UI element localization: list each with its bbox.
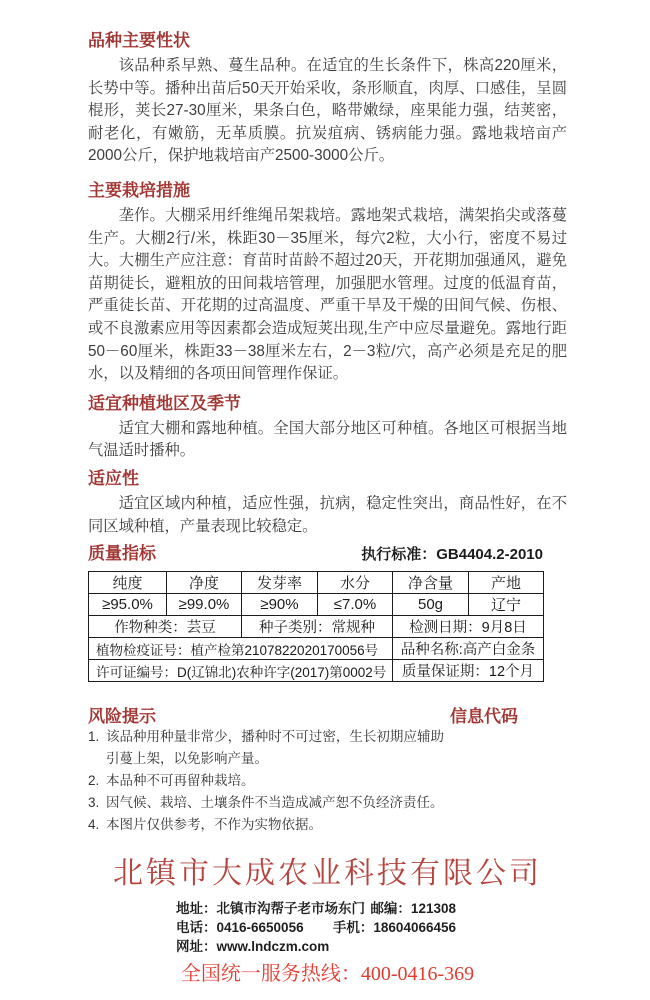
section-planting-region: [88, 393, 567, 463]
section-risk-notice: [88, 707, 567, 836]
planting-region-heading: 适宜种植地区及季节: [88, 393, 241, 413]
value-moisture: ≤7.0%: [318, 594, 393, 616]
website-line: [176, 937, 456, 956]
company-postcode: 邮编：121308: [370, 901, 456, 917]
header-origin: 产地: [469, 572, 544, 594]
risk-item-text: 该品种用种量非常少，播种时不可过密，生长初期应辅助引蔓上架，以免影响产量。: [106, 729, 444, 767]
quarantine-cert-cell: 植物检疫证号：植产检第2107822020170056号: [89, 638, 393, 660]
table-row-headers: [89, 572, 544, 594]
test-date-cell: 检测日期：9月8日: [393, 616, 544, 638]
header-moisture: 水分: [318, 572, 393, 594]
header-cleanliness: 净度: [167, 572, 242, 594]
quality-table: [88, 571, 544, 682]
adaptability-heading: 适应性: [88, 468, 139, 488]
header-germination: 发芽率: [242, 572, 318, 594]
risk-list: [88, 726, 567, 836]
risk-item-3: [88, 792, 567, 814]
company-name: 北镇市大成农业科技有限公司: [113, 857, 542, 891]
execution-standard: 执行标准：GB4404.2-2010: [361, 546, 543, 564]
table-row-values: [89, 594, 544, 616]
address-line: [176, 899, 456, 918]
value-purity: ≥95.0%: [89, 594, 167, 616]
cultivation-paragraph: 垄作。大棚采用纤维绳吊架栽培。露地架式栽培，满架掐尖或落蔓生产。大棚2行/米，株距30－35厘米，每穴2粒，大小行，密度不易过大。大棚生产应注意：育苗时苗龄不超过20天，开花期加强通风，避免苗期徒长，避粗放的田间栽培管理，加强肥水管理。过度的低温育苗，严重徒长苗、开花期的过高温度、严重干旱及干燥的田间气候、伤根、或不良激素应用等因素都会造成短荚出现,生产中应尽量避免。露地行距50－60厘米，株距33－38厘米左右，2－3粒/穴，高产必须是充足的肥水，以及精细的各项田间管理作保证。: [88, 206, 567, 383]
value-net-content: 50g: [393, 594, 469, 616]
variety-traits-heading: 品种主要性状: [88, 31, 190, 50]
table-row-quarantine: [89, 638, 544, 660]
company-website: 网址：www.lndczm.com: [176, 939, 330, 955]
quality-heading-row: [88, 543, 543, 565]
value-cleanliness: ≥99.0%: [167, 594, 242, 616]
company-address: 地址：北镇市沟帮子老市场东门: [176, 901, 365, 917]
risk-item-number: 3.: [88, 795, 100, 811]
cultivation-heading: 主要栽培措施: [88, 180, 190, 200]
value-origin: 辽宁: [469, 594, 544, 616]
variety-traits-paragraph: 该品种系早熟、蔓生品种。在适宜的生长条件下，株高220厘米，长势中等。播种出苗后50天开始采收，条形顺直，肉厚、口感佳，呈圆棍形，荚长27-30厘米，果条白色，略带嫩绿，座果能力强，结荚密，耐老化，有嫩筋，无革质膜。抗炭疽病、锈病能力强。露地栽培亩产2000公斤，保护地栽培亩产2500-3000公斤。: [88, 57, 567, 165]
adaptability-paragraph: 适宜区域内种植，适应性强，抗病，稳定性突出，商品性好，在不同区域种植，产量表现比较稳定。: [88, 494, 567, 535]
value-germination: ≥90%: [242, 594, 318, 616]
risk-item-1: [88, 726, 567, 770]
seed-category-cell: 种子类别：常规种: [242, 616, 393, 638]
risk-item-text: 本图片仅供参考，不作为实物依据。: [106, 817, 322, 833]
company-phone: 电话：0416-6650056: [176, 920, 304, 936]
header-purity: 纯度: [89, 572, 167, 594]
variety-name-cell: 品种名称:高产白金条: [393, 638, 544, 660]
table-row-license: [89, 660, 544, 682]
footer-company-info: [88, 856, 567, 987]
phone-line: [176, 918, 456, 937]
section-quality-indicators: [88, 543, 567, 682]
risk-item-number: 1.: [88, 729, 100, 745]
company-contact-block: [176, 899, 456, 956]
crop-type-cell: 作物种类：芸豆: [89, 616, 242, 638]
risk-item-number: 4.: [88, 817, 100, 833]
license-number-cell: 许可证编号：D(辽锦北)农种许字(2017)第0002号: [89, 660, 393, 682]
risk-item-number: 2.: [88, 773, 100, 789]
risk-heading-row: [88, 707, 518, 726]
risk-heading: 风险提示: [88, 707, 156, 727]
section-cultivation-measures: [88, 180, 567, 386]
info-code-heading: 信息代码: [450, 707, 518, 727]
section-variety-traits: [88, 30, 567, 168]
risk-item-2: [88, 770, 567, 792]
table-row-crop-info: [89, 616, 544, 638]
company-mobile: 手机：18604066456: [332, 920, 456, 936]
section-adaptability: [88, 468, 567, 538]
quality-heading: 质量指标: [88, 544, 156, 564]
quality-guarantee-cell: 质量保证期：12个月: [393, 660, 544, 682]
planting-region-paragraph: 适宜大棚和露地种植。全国大部分地区可种植。各地区可根据当地气温适时播种。: [88, 419, 567, 460]
risk-item-text: 因气候、栽培、土壤条件不当造成减产恕不负经济责任。: [106, 795, 444, 811]
risk-item-4: [88, 814, 567, 836]
risk-item-text: 本品种不可再留种栽培。: [106, 773, 255, 789]
header-net-content: 净含量: [393, 572, 469, 594]
service-hotline: 全国统一服务热线：400-0416-369: [180, 963, 475, 986]
